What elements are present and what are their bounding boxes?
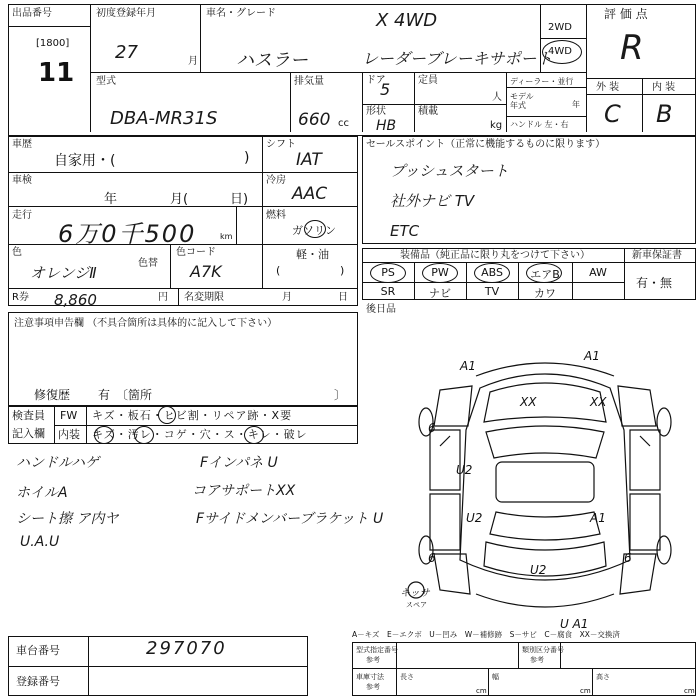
door-value: 5	[380, 80, 391, 99]
written-right-3: Fサイドメンバーブラケット U	[196, 511, 384, 527]
designated-sub: 参考	[366, 656, 380, 664]
recycle-value: 8,860	[54, 291, 97, 309]
interior-label: 内 装	[652, 82, 676, 93]
tire-sub: スペア	[406, 601, 427, 609]
door-label: ドア	[366, 75, 386, 86]
model-year-label: モデル 年式	[510, 92, 534, 110]
category-label: 類別区分番号	[522, 646, 564, 654]
load-label: 積載	[418, 106, 438, 117]
equipment-item: ABS	[481, 266, 503, 279]
name-change-label: 名変期限	[184, 292, 224, 303]
repair-place: 〔箇所	[116, 388, 153, 402]
displacement-value: 660	[298, 110, 331, 130]
eval-label: 評 価 点	[604, 7, 648, 21]
selling-point-2: 社外ナビ TV	[390, 192, 475, 210]
color-value: オレンジⅡ	[30, 264, 97, 282]
equipment-label: 装備品（純正品に限り丸をつけて下さい）	[400, 250, 590, 261]
notes-label: 注意事項申告欄 （不具合箇所は具体的に記入して下さい）	[14, 318, 278, 329]
drive-4wd: 4WD	[548, 46, 572, 57]
equipment-item: TV	[484, 285, 500, 298]
ac-value: AAC	[292, 184, 328, 204]
fw-label: FW	[60, 409, 78, 422]
recycle-label: R券	[12, 292, 29, 303]
written-right-2: コアサポートXX	[192, 483, 296, 499]
written-note-3: シート擦 ア内ヤ	[16, 511, 119, 527]
inspection-label: 車検	[12, 175, 32, 186]
name-change-day: 日	[338, 292, 348, 303]
model-label: 型式	[96, 76, 116, 87]
fuel-light: 軽・油	[296, 248, 329, 261]
capacity-unit: 人	[492, 92, 502, 103]
drive-4wd-circle	[542, 40, 582, 64]
color-code-label: 色コード	[176, 247, 216, 258]
car-damage-diagram	[410, 349, 680, 631]
written-note-4: U.A.U	[20, 534, 60, 550]
exterior-score: C	[604, 100, 621, 128]
selling-point-3: ETC	[390, 222, 420, 240]
lot-number: 11	[38, 58, 75, 88]
grade-note: レーダーブレーキサポート	[362, 49, 553, 68]
width-cm: cm	[580, 687, 591, 695]
color-change-label: 色替	[138, 258, 158, 269]
inspection-day: 日)	[230, 192, 249, 207]
color-code-value: A7K	[190, 262, 222, 281]
capacity-label: 定員	[418, 75, 438, 86]
name-label: 車名・グレード	[206, 8, 276, 19]
eval-score: R	[620, 28, 644, 68]
damage-mark: 6	[624, 551, 632, 565]
repair-value: 有	[98, 388, 111, 402]
chassis-label: 車台番号	[16, 644, 60, 657]
history-label: 車歴	[12, 139, 32, 150]
damage-mark: A1	[590, 511, 606, 525]
mileage-label: 走行	[12, 210, 32, 221]
shape-label: 形状	[366, 106, 386, 117]
damage-mark: U2	[466, 511, 483, 525]
fuel-paren-open: (	[276, 264, 281, 277]
chassis-value: 297070	[146, 638, 227, 659]
width-label: 幅	[492, 673, 499, 681]
equipment-item: ナビ	[429, 287, 451, 300]
equipment-item: カワ	[534, 287, 556, 300]
new-warranty-label: 新車保証書	[632, 250, 682, 261]
damage-mark: A1	[460, 359, 476, 373]
name-change-month: 月	[282, 292, 292, 303]
ac-label: 冷房	[266, 175, 286, 186]
selling-points-label: セールスポイント（正常に機能するものに限ります）	[366, 139, 606, 150]
damage-mark: A1	[584, 349, 600, 363]
length-cm: cm	[476, 687, 487, 695]
car-name: ハスラー	[236, 50, 308, 71]
fuel-paren-close: )	[340, 264, 345, 277]
mileage-unit: km	[220, 232, 233, 241]
new-warranty-value: 有・無	[636, 276, 673, 290]
inspector-label2: 記入欄	[12, 427, 45, 440]
selling-point-1: プッシュスタート	[390, 162, 509, 180]
interior-score: B	[656, 100, 673, 128]
length-label: 長さ	[400, 673, 414, 681]
shift-value: IAT	[296, 150, 322, 170]
history-close: )	[244, 150, 250, 166]
tire-note: キッサ	[400, 588, 430, 599]
damage-mark: U2	[530, 563, 547, 577]
written-note-1: ハンドルハゲ	[16, 455, 100, 471]
written-right-1: Fインパネ U	[200, 455, 278, 471]
handle-label: ハンドル 左・右	[510, 120, 569, 129]
equipment-item: PS	[381, 266, 395, 279]
equipment-circle	[370, 263, 406, 283]
inspection-year: 年	[104, 192, 118, 207]
damage-mark: 6	[428, 551, 436, 565]
reg-label: 登録番号	[16, 675, 60, 688]
damage-mark: U A1	[560, 617, 589, 631]
equipment-item: エアB	[530, 268, 560, 281]
shape-value: HB	[376, 118, 397, 134]
damage-legend: A－キズ E－エクボ U－凹み W－補修跡 S－サビ C－腐食 XX－交換済	[352, 630, 620, 639]
interior-items: キズ・汚レ・コゲ・穴・ス・キレ・破レ	[92, 428, 308, 441]
repair-label: 修復歴	[34, 388, 71, 402]
damage-mark: U2	[456, 463, 473, 477]
mileage-value: 6万0千500	[58, 220, 197, 248]
equipment-circle	[526, 263, 562, 283]
damage-mark: 6	[428, 421, 436, 435]
model-code: DBA-MR31S	[110, 108, 218, 129]
designated-label: 型式指定番号	[356, 646, 398, 654]
category-sub: 参考	[530, 656, 544, 664]
dims-sub: 参考	[366, 683, 380, 691]
recycle-unit: 円	[158, 292, 168, 303]
fuel-gas: ガソリン	[292, 224, 336, 237]
equipment-item: SR	[380, 285, 396, 298]
dealer-label: ディーラー・並行	[510, 77, 574, 86]
height-label: 高さ	[596, 673, 610, 681]
fw-items: キズ・板石・ヒビ割・リペア跡・X要	[92, 409, 293, 422]
drive-2wd: 2WD	[548, 22, 572, 33]
lot-sub: [1800]	[36, 38, 70, 49]
displacement-label: 排気量	[294, 76, 324, 87]
exterior-label: 外 装	[596, 82, 620, 93]
equipment-circle	[422, 263, 458, 283]
interior-insp-label: 内装	[58, 428, 80, 441]
first-reg-label: 初度登録年月	[96, 8, 156, 19]
inspector-label: 検査員	[12, 409, 45, 422]
equipment-circle	[474, 263, 510, 283]
dims-label: 車庫寸法	[356, 673, 384, 681]
damage-mark: XX	[520, 395, 537, 409]
fuel-label: 燃料	[266, 210, 286, 221]
fuel-gas-circle	[304, 220, 326, 238]
equipment-item: AW	[589, 266, 607, 279]
first-reg-month-unit: 月	[188, 56, 198, 67]
load-unit: kg	[490, 120, 503, 131]
later-label: 後日品	[366, 304, 396, 315]
damage-mark: XX	[590, 395, 607, 409]
grade: X 4WD	[376, 10, 438, 31]
written-note-2: ホイルA	[16, 485, 68, 501]
history-value: 自家用・(	[54, 153, 116, 169]
lot-label: 出品番号	[12, 8, 52, 19]
displacement-unit: cc	[338, 118, 349, 129]
inspection-month: 月(	[170, 192, 189, 207]
color-label: 色	[12, 247, 22, 258]
shift-label: シフト	[266, 139, 296, 150]
repair-close: 〕	[334, 388, 347, 402]
first-reg-year: 27	[115, 42, 138, 63]
year-unit: 年	[572, 100, 580, 109]
equipment-item: PW	[431, 266, 449, 279]
height-cm: cm	[684, 687, 695, 695]
